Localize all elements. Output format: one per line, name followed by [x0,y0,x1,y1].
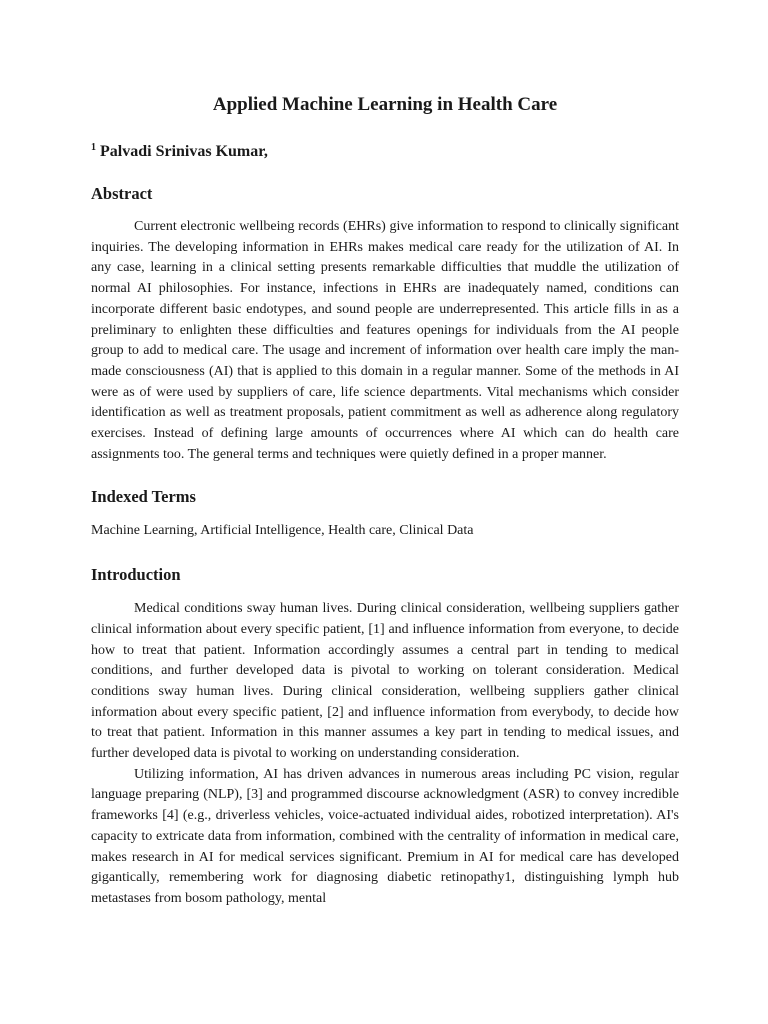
introduction-heading: Introduction [91,565,181,585]
indexed-terms-text: Machine Learning, Artificial Intelligence, Health care, Clinical Data [91,523,474,539]
author-name: Palvadi Srinivas Kumar, [100,143,268,160]
author-affiliation-marker: 1 [91,142,96,153]
paper-title: Applied Machine Learning in Health Care [212,94,558,115]
abstract-heading: Abstract [91,184,153,203]
introduction-paragraph-2: Utilizing information, AI has driven advances in numerous areas including PC vision, regular language preparing (NLP), [3] and programmed discourse acknowledgment (ASR) to convey incredible frameworks [4] (e.g., driverless vehicles, voice-actuated individual aides, robotized interpretation). AI's capacity to extricate data from information, combined with the centrality of information in medical care, makes research in AI for medical services significant. Premium in AI for medical care has developed gigantically, remembering work for diagnosing diabetic retinopathy1, distinguishing lymph hub metastases from bosom pathology, mental [91,766,679,906]
introduction-paragraph-1: Medical conditions sway human lives. During clinical consideration, wellbeing suppliers gather clinical information about every specific patient, [1] and influence information from everyone, to decide how to treat that patient. Information accordingly assumes a central part in tending to medical conditions, and further developed data is pivotal to working on tolerant consideration. Medical conditions sway human lives. During clinical consideration, wellbeing suppliers gather clinical information about every specific patient, [2] and influence information from everybody, to decide how to treat that patient. Information in this manner assumes a key part in tending to medical issues, and further developed data is pivotal to working on understanding consideration. [91,601,679,762]
author-line [91,137,679,163]
abstract-text: Current electronic wellbeing records (EHRs) give information to respond to clinically significant inquiries. The developing information in EHRs makes medical care ready for the utilization of AI. In any case, learning in a clinical setting presents remarkable difficulties that muddle the utilization of normal AI philosophies. For instance, infections in EHRs are inadequately named, conditions can incorporate different basic endotypes, and sound people are underrepresented. This article fills in as a preliminary to enlighten these difficulties and features openings for individuals from the AI people group to add to medical care. The usage and increment of information over health care imply the man-made consciousness (AI) that is applied to this domain in a regular manner. Some of the methods in AI were as of were used by suppliers of care, life science departments. Vital mechanisms which consider identification as well as treatment proposals, patient commitment as well as adherence along regulatory exercises. Instead of defining large amounts of occurrences where AI which can do health care assignments too. The general terms and techniques were quietly defined in a proper manner. [91,219,679,462]
indexed-terms-heading: Indexed Terms [91,487,196,507]
